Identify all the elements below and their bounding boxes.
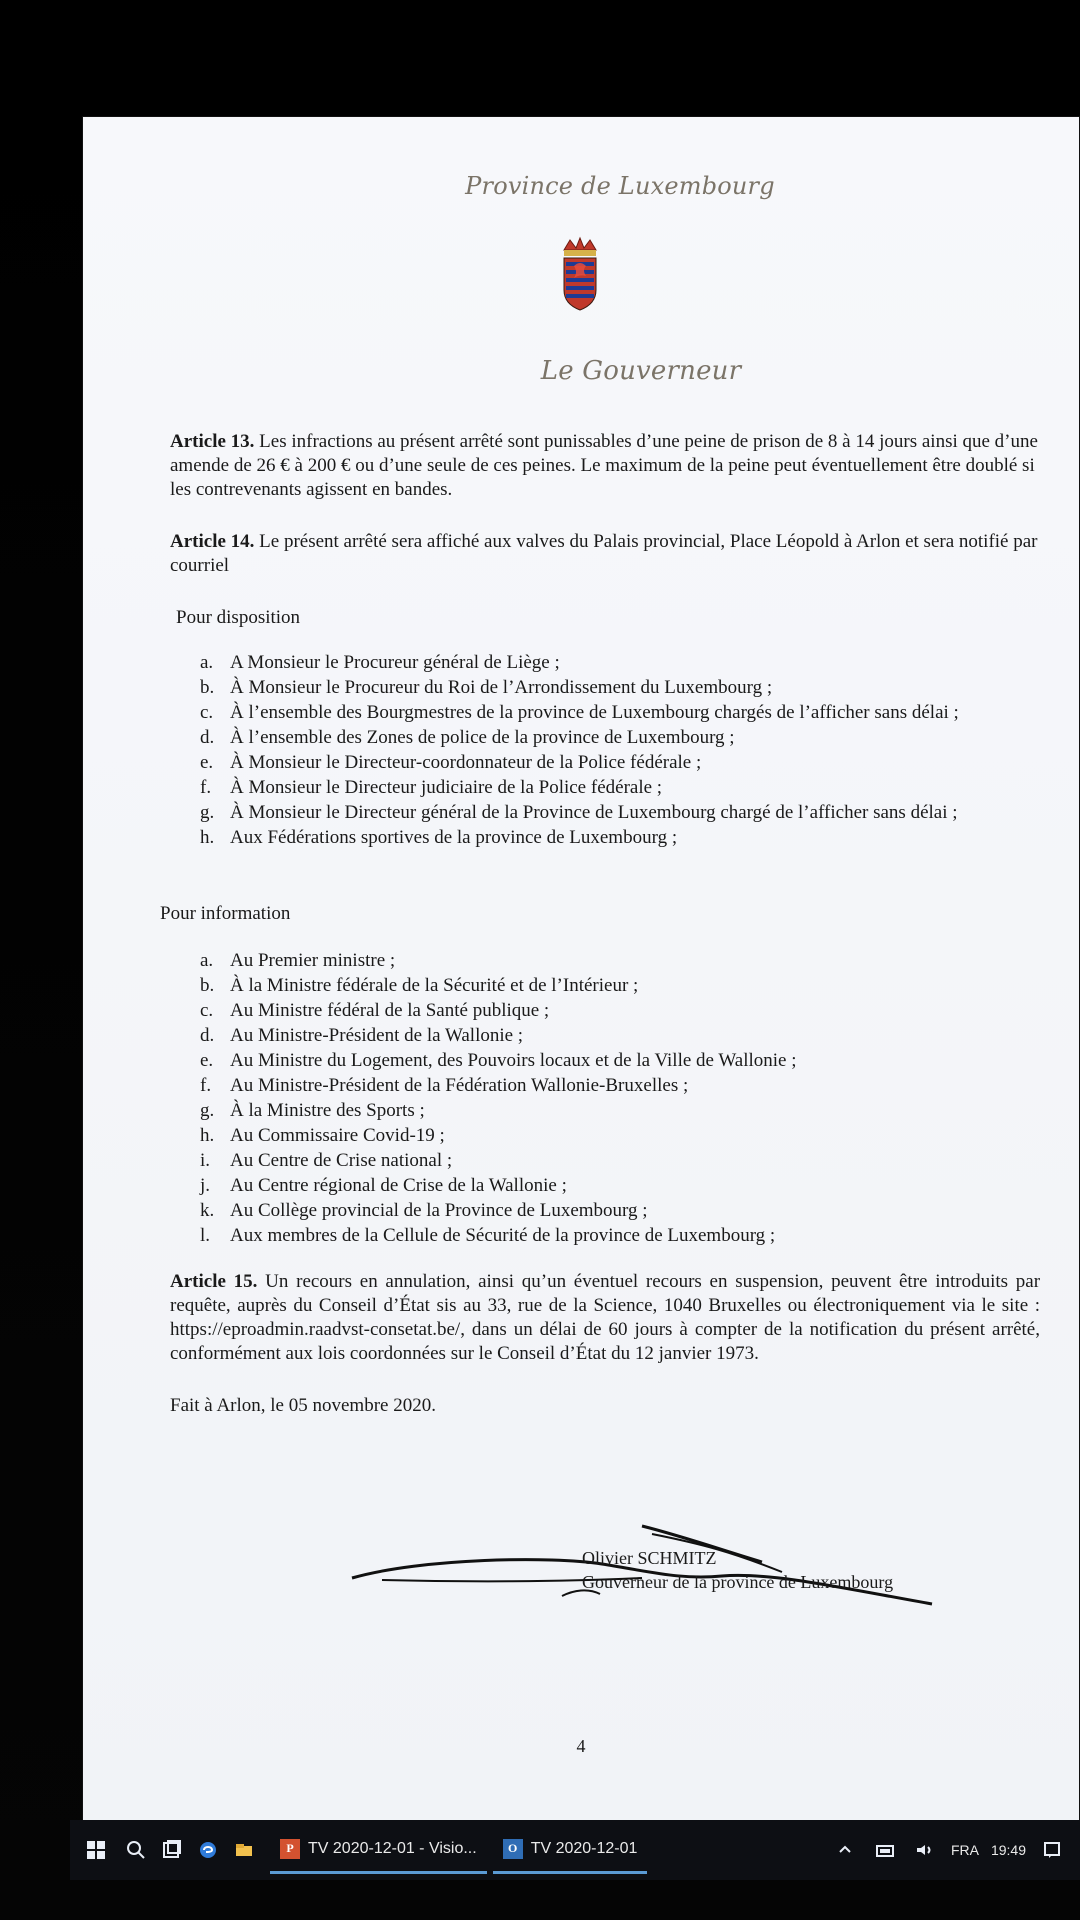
list-item (200, 1023, 1040, 1048)
list-letter: d. (200, 1025, 215, 1046)
list-text: Au Ministre fédéral de la Santé publique ; (230, 1000, 550, 1021)
list-text: Au Centre régional de Crise de la Wallonie ; (230, 1175, 567, 1196)
edge-icon[interactable] (194, 1836, 222, 1864)
file-explorer-icon[interactable] (230, 1836, 258, 1864)
chevron-up-icon[interactable] (831, 1836, 859, 1864)
list-text: À Monsieur le Directeur-coordonnateur de la Police fédérale ; (230, 752, 702, 773)
list-item (200, 1048, 1040, 1073)
taskbar-item-powerpoint[interactable] (270, 1827, 487, 1874)
list-item (200, 973, 1040, 998)
article-14-text: Le présent arrêté sera affiché aux valves du Palais provincial, Place Léopold à Arlon et sera notifié par courriel (170, 531, 1038, 576)
list-text: À Monsieur le Procureur du Roi de l’Arrondissement du Luxembourg ; (230, 677, 773, 698)
list-letter: b. (200, 975, 215, 996)
network-icon[interactable] (871, 1836, 899, 1864)
list-text: Au Commissaire Covid-19 ; (230, 1125, 445, 1146)
taskbar-item-label: TV 2020-12-01 - Visio... (308, 1839, 477, 1857)
notification-icon[interactable] (1038, 1836, 1066, 1864)
outlook-icon: O (503, 1839, 523, 1859)
list-item (200, 775, 1040, 800)
list-letter: h. (200, 827, 215, 848)
pour-disposition-list (200, 650, 1040, 850)
article-14 (170, 530, 1040, 578)
list-text: À l’ensemble des Bourgmestres de la province de Luxembourg chargés de l’afficher sans délai ; (230, 702, 959, 723)
list-letter: j. (200, 1175, 211, 1196)
list-letter: g. (200, 1100, 215, 1121)
clock-time[interactable]: 19:49 (990, 1842, 1026, 1858)
list-item (200, 650, 1040, 675)
list-letter: c. (200, 1000, 214, 1021)
list-item (200, 1073, 1040, 1098)
list-letter: a. (200, 652, 214, 673)
list-letter: d. (200, 727, 215, 748)
list-text: À l’ensemble des Zones de police de la province de Luxembourg ; (230, 727, 735, 748)
list-letter: c. (200, 702, 214, 723)
list-item (200, 675, 1040, 700)
list-text: Au Premier ministre ; (230, 950, 396, 971)
list-item (200, 725, 1040, 750)
article-15-text: Un recours en annulation, ainsi qu’un éventuel recours en suspension, peuvent être introduits par requête, auprès du Conseil d’État sis au 33, rue de la Science, 1040 Bruxelles ou électroniquement via le site : https://eproadmin.raadvst-consetat.be/, dans un délai de 60 jours à compter de la notification du présent arrêté, conformément aux lois coordonnées sur le Conseil d’État du 12 janvier 1973. (170, 1271, 1041, 1364)
article-13-label: Article 13. (170, 431, 255, 452)
list-letter: b. (200, 677, 215, 698)
list-letter: g. (200, 802, 215, 823)
article-15 (170, 1270, 1040, 1366)
list-text: Au Collège provincial de la Province de Luxembourg ; (230, 1200, 648, 1221)
list-letter: k. (200, 1200, 215, 1221)
language-indicator[interactable]: FRA (950, 1842, 979, 1858)
list-letter: h. (200, 1125, 215, 1146)
list-item (200, 700, 1040, 725)
list-item (200, 1173, 1040, 1198)
list-text: Au Ministre du Logement, des Pouvoirs locaux et de la Ville de Wallonie ; (230, 1050, 797, 1071)
article-13 (170, 430, 1040, 502)
volume-icon[interactable] (911, 1836, 939, 1864)
list-letter: i. (200, 1150, 211, 1171)
list-text: À la Ministre fédérale de la Sécurité et de l’Intérieur ; (230, 975, 639, 996)
list-text: Au Ministre-Président de la Wallonie ; (230, 1025, 524, 1046)
list-item (200, 948, 1040, 973)
coat-of-arms-icon (556, 234, 604, 312)
list-item (200, 998, 1040, 1023)
list-text: À Monsieur le Directeur général de la Province de Luxembourg chargé de l’afficher sans délai ; (230, 802, 958, 823)
list-item (200, 1198, 1040, 1223)
list-text: Aux membres de la Cellule de Sécurité de la province de Luxembourg ; (230, 1225, 776, 1246)
list-text: A Monsieur le Procureur général de Liège ; (230, 652, 560, 673)
list-text: Aux Fédérations sportives de la province de Luxembourg ; (230, 827, 678, 848)
taskbar (70, 1820, 1080, 1880)
list-item (200, 1123, 1040, 1148)
signatory-name: Olivier SCHMITZ (582, 1548, 717, 1568)
document-body (160, 430, 1041, 1418)
province-title: Province de Luxembourg (465, 172, 775, 200)
governor-title: Le Gouverneur (540, 356, 742, 386)
date-line: Fait à Arlon, le 05 novembre 2020. (170, 1395, 436, 1416)
windows-icon[interactable] (82, 1836, 110, 1864)
taskview-icon[interactable] (158, 1836, 186, 1864)
signatory-title: Gouverneur de la province de Luxembourg (582, 1572, 894, 1592)
list-item (200, 1148, 1040, 1173)
taskbar-item-outlook[interactable] (493, 1827, 648, 1874)
pour-disposition-label: Pour disposition (176, 607, 301, 628)
search-icon[interactable] (122, 1836, 150, 1864)
signature-block (582, 1546, 893, 1594)
system-tray (831, 1836, 1080, 1864)
document-page (82, 116, 1080, 1829)
list-letter: e. (200, 1050, 214, 1071)
article-15-label: Article 15. (170, 1271, 258, 1292)
list-item (200, 750, 1040, 775)
list-item (200, 1223, 1040, 1248)
list-letter: a. (200, 950, 214, 971)
article-14-label: Article 14. (170, 531, 255, 552)
list-text: À Monsieur le Directeur judiciaire de la Police fédérale ; (230, 777, 663, 798)
pour-information-label: Pour information (160, 903, 291, 924)
list-item (200, 1098, 1040, 1123)
taskbar-item-label: TV 2020-12-01 (530, 1839, 638, 1857)
letterhead (82, 172, 1080, 200)
pour-information-list (200, 948, 1040, 1248)
list-letter: e. (200, 752, 214, 773)
page-number: 4 (576, 1736, 586, 1756)
list-text: Au Centre de Crise national ; (230, 1150, 453, 1171)
list-item (200, 825, 1040, 850)
list-letter: l. (200, 1225, 211, 1246)
list-item (200, 800, 1040, 825)
list-text: Au Ministre-Président de la Fédération Wallonie-Bruxelles ; (230, 1075, 689, 1096)
article-13-text: Les infractions au présent arrêté sont punissables d’une peine de prison de 8 à 14 jours ainsi que d’une amende de 26 € à 200 € ou d’une seule de ces peines. Le maximum de la peine peut éventuellement être doublé si les contrevenants agissent en bandes. (170, 431, 1038, 500)
list-letter: f. (200, 777, 212, 798)
list-text: À la Ministre des Sports ; (230, 1100, 425, 1121)
list-letter: f. (200, 1075, 212, 1096)
powerpoint-icon: P (280, 1839, 300, 1859)
